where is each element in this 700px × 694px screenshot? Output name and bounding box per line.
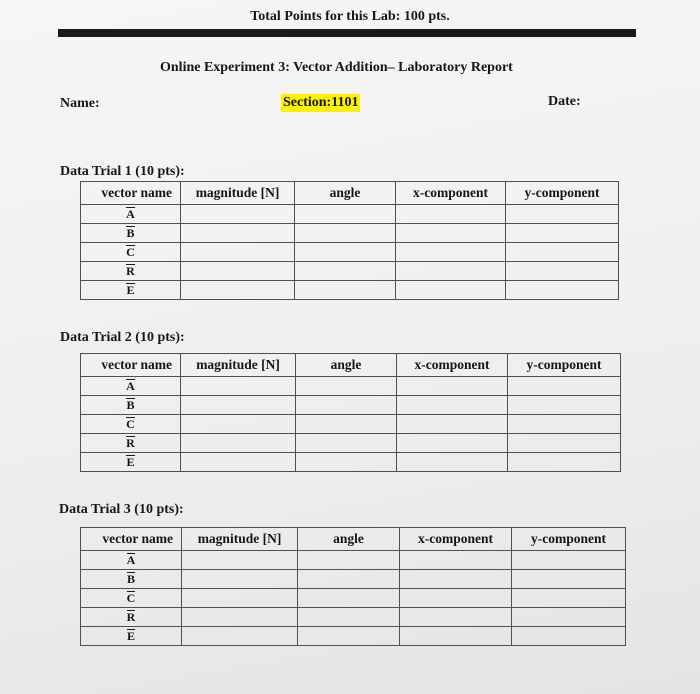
angle-cell[interactable] xyxy=(295,262,396,281)
magnitude-cell[interactable] xyxy=(182,551,298,570)
column-header: y-component xyxy=(512,528,626,551)
table-row xyxy=(81,281,619,300)
angle-cell[interactable] xyxy=(298,608,400,627)
y-component-cell[interactable] xyxy=(506,262,619,281)
vector-symbol: R xyxy=(126,610,136,624)
table-row xyxy=(81,627,626,646)
trial-3-label: Data Trial 3 (10 pts): xyxy=(59,502,184,517)
trial-3-table xyxy=(80,527,626,646)
y-component-cell[interactable] xyxy=(512,570,626,589)
y-component-cell[interactable] xyxy=(508,377,621,396)
column-header: angle xyxy=(298,528,400,551)
vector-name-cell xyxy=(81,434,181,453)
vector-name-cell xyxy=(81,281,181,300)
column-header: angle xyxy=(296,354,397,377)
angle-cell[interactable] xyxy=(295,224,396,243)
vector-symbol: A xyxy=(126,553,136,567)
angle-cell[interactable] xyxy=(298,551,400,570)
vector-symbol: B xyxy=(126,226,135,240)
total-points-heading: Total Points for this Lab: 100 pts. xyxy=(250,9,450,24)
trial-2-table xyxy=(80,353,621,472)
magnitude-cell[interactable] xyxy=(181,224,295,243)
x-component-cell[interactable] xyxy=(397,377,508,396)
vector-symbol: C xyxy=(126,417,135,431)
y-component-cell[interactable] xyxy=(506,224,619,243)
angle-cell[interactable] xyxy=(296,415,397,434)
vector-symbol: B xyxy=(126,398,135,412)
table-row xyxy=(81,551,626,570)
x-component-cell[interactable] xyxy=(396,205,506,224)
x-component-cell[interactable] xyxy=(400,608,512,627)
vector-name-cell xyxy=(81,589,182,608)
date-field-label: Date: xyxy=(548,94,581,109)
column-header: x-component xyxy=(397,354,508,377)
vector-symbol: R xyxy=(126,264,135,278)
vector-symbol: E xyxy=(126,455,135,469)
vector-symbol: A xyxy=(126,207,135,221)
magnitude-cell[interactable] xyxy=(181,377,296,396)
magnitude-cell[interactable] xyxy=(182,627,298,646)
column-header: y-component xyxy=(506,182,619,205)
x-component-cell[interactable] xyxy=(397,415,508,434)
x-component-cell[interactable] xyxy=(400,627,512,646)
x-component-cell[interactable] xyxy=(397,434,508,453)
x-component-cell[interactable] xyxy=(397,396,508,415)
x-component-cell[interactable] xyxy=(396,224,506,243)
y-component-cell[interactable] xyxy=(508,396,621,415)
vector-name-cell xyxy=(81,262,181,281)
vector-symbol: C xyxy=(126,591,136,605)
y-component-cell[interactable] xyxy=(512,589,626,608)
vector-name-cell xyxy=(81,243,181,262)
y-component-cell[interactable] xyxy=(512,551,626,570)
vector-name-cell xyxy=(81,627,182,646)
vector-name-cell xyxy=(81,396,181,415)
angle-cell[interactable] xyxy=(298,589,400,608)
angle-cell[interactable] xyxy=(295,205,396,224)
column-header: vector name xyxy=(81,528,182,551)
vector-name-cell xyxy=(81,377,181,396)
column-header: y-component xyxy=(508,354,621,377)
table-header-row xyxy=(81,354,621,377)
magnitude-cell[interactable] xyxy=(181,415,296,434)
vector-symbol: B xyxy=(126,572,135,586)
table-row xyxy=(81,205,619,224)
column-header: vector name xyxy=(81,182,181,205)
table-row xyxy=(81,608,626,627)
trial-1-label: Data Trial 1 (10 pts): xyxy=(60,164,185,179)
y-component-cell[interactable] xyxy=(508,415,621,434)
table-row xyxy=(81,415,621,434)
section-field-label: Section:1101 xyxy=(283,95,359,110)
vector-symbol: C xyxy=(126,245,135,259)
angle-cell[interactable] xyxy=(296,396,397,415)
x-component-cell[interactable] xyxy=(396,262,506,281)
x-component-cell[interactable] xyxy=(400,570,512,589)
vector-symbol: R xyxy=(126,436,135,450)
column-header: magnitude [N] xyxy=(181,182,295,205)
y-component-cell[interactable] xyxy=(506,281,619,300)
angle-cell[interactable] xyxy=(296,434,397,453)
magnitude-cell[interactable] xyxy=(181,396,296,415)
y-component-cell[interactable] xyxy=(508,453,621,472)
angle-cell[interactable] xyxy=(298,570,400,589)
magnitude-cell[interactable] xyxy=(181,434,296,453)
x-component-cell[interactable] xyxy=(396,281,506,300)
vector-name-cell xyxy=(81,453,181,472)
angle-cell[interactable] xyxy=(296,453,397,472)
table-row xyxy=(81,589,626,608)
table-row xyxy=(81,434,621,453)
magnitude-cell[interactable] xyxy=(181,262,295,281)
column-header: x-component xyxy=(400,528,512,551)
magnitude-cell[interactable] xyxy=(182,570,298,589)
table-header-row xyxy=(81,182,619,205)
vector-symbol: E xyxy=(126,629,135,643)
angle-cell[interactable] xyxy=(296,377,397,396)
name-field-label: Name: xyxy=(60,96,100,111)
vector-name-cell xyxy=(81,415,181,434)
y-component-cell[interactable] xyxy=(506,243,619,262)
table-row xyxy=(81,396,621,415)
vector-name-cell xyxy=(81,551,182,570)
vector-name-cell xyxy=(81,570,182,589)
vector-name-cell xyxy=(81,224,181,243)
table-header-row xyxy=(81,528,626,551)
vector-symbol: A xyxy=(126,379,135,393)
angle-cell[interactable] xyxy=(295,281,396,300)
table-row xyxy=(81,453,621,472)
column-header: x-component xyxy=(396,182,506,205)
y-component-cell[interactable] xyxy=(512,627,626,646)
table-row xyxy=(81,243,619,262)
magnitude-cell[interactable] xyxy=(181,281,295,300)
y-component-cell[interactable] xyxy=(512,608,626,627)
magnitude-cell[interactable] xyxy=(181,243,295,262)
x-component-cell[interactable] xyxy=(396,243,506,262)
table-row xyxy=(81,570,626,589)
trial-1-table xyxy=(80,181,619,300)
vector-name-cell xyxy=(81,608,182,627)
magnitude-cell[interactable] xyxy=(181,453,296,472)
angle-cell[interactable] xyxy=(298,627,400,646)
column-header: vector name xyxy=(81,354,181,377)
magnitude-cell[interactable] xyxy=(182,608,298,627)
column-header: magnitude [N] xyxy=(181,354,296,377)
report-title: Online Experiment 3: Vector Addition– Laboratory Report xyxy=(160,60,513,75)
column-header: angle xyxy=(295,182,396,205)
x-component-cell[interactable] xyxy=(400,589,512,608)
table-row xyxy=(81,262,619,281)
vector-name-cell xyxy=(81,205,181,224)
magnitude-cell[interactable] xyxy=(181,205,295,224)
x-component-cell[interactable] xyxy=(397,453,508,472)
column-header: magnitude [N] xyxy=(182,528,298,551)
table-row xyxy=(81,224,619,243)
y-component-cell[interactable] xyxy=(506,205,619,224)
heading-divider xyxy=(58,29,636,37)
vector-symbol: E xyxy=(126,283,135,297)
trial-2-label: Data Trial 2 (10 pts): xyxy=(60,330,185,345)
y-component-cell[interactable] xyxy=(508,434,621,453)
angle-cell[interactable] xyxy=(295,243,396,262)
table-row xyxy=(81,377,621,396)
magnitude-cell[interactable] xyxy=(182,589,298,608)
x-component-cell[interactable] xyxy=(400,551,512,570)
